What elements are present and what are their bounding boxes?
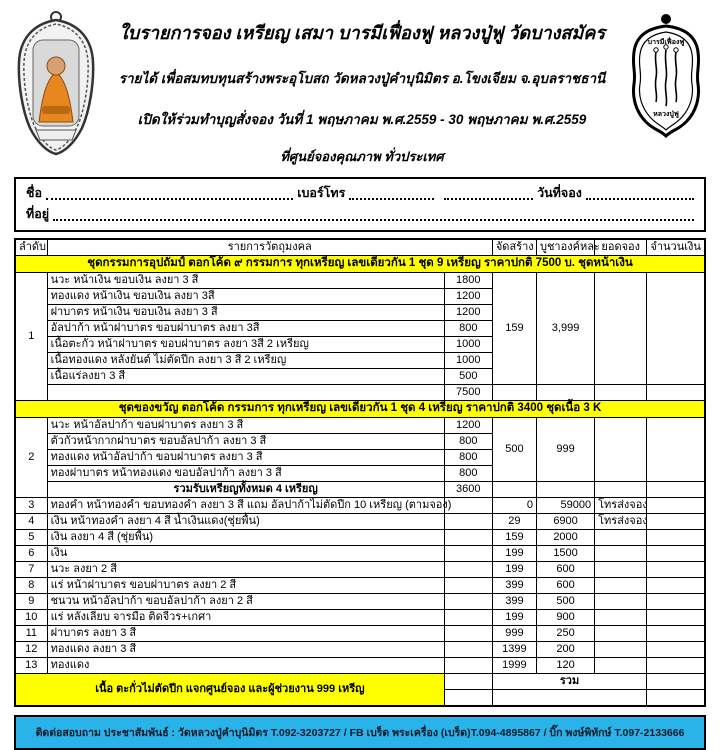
item-desc: ตัวกั่วหน้ากากฝาบาตร ขอบอัลปาก้า ลงยา 3 สี bbox=[47, 434, 444, 450]
phone-field-2 bbox=[444, 197, 533, 200]
seal-bottom-text: หลวงปู่ฟู bbox=[653, 111, 679, 118]
address-label: ที่อยู่ bbox=[26, 207, 50, 221]
table-row bbox=[15, 610, 705, 626]
row-order-note bbox=[595, 562, 647, 578]
col-header-order: ยอดจอง bbox=[595, 239, 647, 256]
address-field bbox=[53, 218, 694, 221]
row-no: 4 bbox=[15, 514, 47, 530]
header-line4: ที่ศูนย์จองคุณภาพ ทั่วประเทศ bbox=[280, 149, 444, 164]
item-desc: ทองคำ หน้าทองคำ ขอบทองคำ ลงยา 3 สี แถม อัลปาก้าไม่ตัดปีก 10 เหรียญ (ตามจอง) bbox=[47, 498, 444, 514]
temple-seal-emblem bbox=[620, 10, 712, 147]
row-price: 120 bbox=[536, 658, 594, 674]
table-row bbox=[15, 658, 705, 674]
col-header-item: รายการวัตถุมงคล bbox=[47, 239, 492, 256]
item-value: 800 bbox=[444, 321, 492, 337]
group2-summary-row bbox=[15, 482, 705, 498]
row-amount bbox=[647, 562, 705, 578]
item-desc: เนื้อตะกั่ว หน้าฝาบาตร ขอบฝาบาตร ลงยา 3สี 2 เหรียญ bbox=[47, 337, 444, 353]
item-desc: แร่ หน้าฝาบาตร ขอบฝาบาตร ลงยา 2 สี bbox=[47, 578, 444, 594]
footer-total-row bbox=[15, 674, 705, 690]
group1-subtotal-row bbox=[15, 385, 705, 401]
row-price: 200 bbox=[536, 642, 594, 658]
table-row bbox=[15, 578, 705, 594]
grand-total-amount bbox=[647, 674, 705, 690]
row-amount bbox=[647, 594, 705, 610]
group2-order bbox=[595, 418, 647, 482]
empty-cell bbox=[444, 658, 492, 674]
item-desc: เงิน หน้าทองคำ ลงยา 4 สี น้ำเงินแดง(ชุ่ยพื้น) bbox=[47, 514, 444, 530]
group1-order bbox=[595, 273, 647, 385]
row-no: 5 bbox=[15, 530, 47, 546]
empty-cell bbox=[492, 482, 536, 498]
row-amount bbox=[647, 626, 705, 642]
table-row bbox=[15, 418, 705, 434]
empty-cell bbox=[444, 594, 492, 610]
table-row bbox=[15, 562, 705, 578]
item-desc: ทองแดง ลงยา 3 สี bbox=[47, 642, 444, 658]
group2-no: 2 bbox=[15, 418, 47, 498]
col-header-no: ลำดับ bbox=[15, 239, 47, 256]
section1-banner bbox=[15, 256, 705, 273]
row-amount bbox=[647, 546, 705, 562]
section2-title: ชุดของขวัญ ตอกโค้ด กรรมการ ทุกเหรียญ เลขเดียวกัน 1 ชุด 4 เหรียญ ราคาปกติ 3400 ชุดเนื้อ 3 K bbox=[15, 401, 705, 418]
item-desc: เงิน ลงยา 4 สี (ชุ่ยพื้น) bbox=[47, 530, 444, 546]
empty-cell bbox=[444, 530, 492, 546]
empty-cell bbox=[536, 482, 594, 498]
row-amount bbox=[647, 514, 705, 530]
table-row bbox=[15, 514, 705, 530]
item-desc: ทองแดง หน้าเงิน ขอบเงิน ลงยา 3สี bbox=[47, 289, 444, 305]
row-price: 2000 bbox=[536, 530, 594, 546]
row-no: 13 bbox=[15, 658, 47, 674]
row-amount bbox=[647, 658, 705, 674]
row-made: 29 bbox=[492, 514, 536, 530]
row-price: 600 bbox=[536, 562, 594, 578]
row-price: 59000 bbox=[536, 498, 594, 514]
item-desc: ชนวน หน้าอัลปาก้า ขอบอัลปาก้า ลงยา 2 สี bbox=[47, 594, 444, 610]
item-desc: นวะ ลงยา 2 สี bbox=[47, 562, 444, 578]
col-header-made: จัดสร้าง bbox=[492, 239, 536, 256]
empty-cell bbox=[444, 626, 492, 642]
group2-summary-label: รวมรับเหรียญทั้งหมด 4 เหรียญ bbox=[47, 482, 444, 498]
item-value: 800 bbox=[444, 434, 492, 450]
item-desc: นวะ หน้าอัลปาก้า ขอบฝาบาตร ลงยา 3 สี bbox=[47, 418, 444, 434]
group1-amount bbox=[647, 273, 705, 385]
row-price: 500 bbox=[536, 594, 594, 610]
row-order-note: โทรส่งจอง bbox=[595, 514, 647, 530]
empty-cell bbox=[595, 385, 647, 401]
row-order-note bbox=[595, 530, 647, 546]
booking-date-field bbox=[586, 197, 694, 200]
document-header bbox=[0, 0, 720, 167]
row-amount bbox=[647, 530, 705, 546]
row-order-note bbox=[595, 578, 647, 594]
temple-seal-icon bbox=[626, 12, 706, 142]
row-made: 399 bbox=[492, 594, 536, 610]
group2-price: 999 bbox=[536, 418, 594, 482]
empty-cell bbox=[536, 385, 594, 401]
row-no: 8 bbox=[15, 578, 47, 594]
table-header-row bbox=[15, 239, 705, 256]
header-line3: เปิดให้ร่วมทำบุญสั่งจอง วันที่ 1 พฤษภาคม พ.ศ.2559 - 30 พฤษภาคม พ.ศ.2559 bbox=[137, 112, 587, 127]
empty-cell bbox=[444, 674, 492, 690]
empty-cell bbox=[47, 385, 444, 401]
empty-cell bbox=[444, 562, 492, 578]
empty-cell bbox=[444, 690, 492, 707]
row-order-note bbox=[595, 546, 647, 562]
row-made: 199 bbox=[492, 546, 536, 562]
table-row bbox=[15, 642, 705, 658]
empty-cell bbox=[444, 514, 492, 530]
item-desc: อัลปาก้า หน้าฝาบาตร ขอบฝาบาตร ลงยา 3สี bbox=[47, 321, 444, 337]
row-made: 159 bbox=[492, 530, 536, 546]
col-header-price: บูชาองค์หละ bbox=[536, 239, 594, 256]
footer-yellow-note: เนื้อ ตะกั่วไม่ตัดปีก แจกศูนย์จอง และผู้ช่วยงาน 999 เหรีญ bbox=[15, 674, 444, 707]
item-desc: ทองฝาบาตร หน้าทองแดง ขอบอัลปาก้า ลงยา 3 สี bbox=[47, 466, 444, 482]
row-no: 6 bbox=[15, 546, 47, 562]
row-no: 9 bbox=[15, 594, 47, 610]
group1-made: 159 bbox=[492, 273, 536, 385]
item-desc: เนื้อทองแดง หลังยันต์ ไม่ตัดปีก ลงยา 3 สี 2 เหรียญ bbox=[47, 353, 444, 369]
table-row bbox=[15, 594, 705, 610]
table-row bbox=[15, 530, 705, 546]
seal-top-text: บารมีเฟื่องฟู bbox=[647, 39, 685, 46]
row-order-note bbox=[595, 642, 647, 658]
monk-amulet-icon bbox=[12, 10, 100, 156]
row-no: 3 bbox=[15, 498, 47, 514]
customer-info-box bbox=[14, 177, 706, 232]
item-value: 1200 bbox=[444, 418, 492, 434]
item-desc: นวะ หน้าเงิน ขอบเงิน ลงยา 3 สี bbox=[47, 273, 444, 289]
row-no: 10 bbox=[15, 610, 47, 626]
group2-amount bbox=[647, 418, 705, 482]
row-no: 12 bbox=[15, 642, 47, 658]
row-no: 7 bbox=[15, 562, 47, 578]
name-label: ชื่อ bbox=[26, 186, 42, 200]
row-price: 900 bbox=[536, 610, 594, 626]
row-order-note bbox=[595, 658, 647, 674]
grand-total-label: รวม bbox=[492, 674, 646, 690]
empty-cell bbox=[492, 385, 536, 401]
monk-amulet-emblem bbox=[8, 10, 104, 161]
row-made: 1999 bbox=[492, 658, 536, 674]
phone-field bbox=[349, 197, 434, 200]
item-value: 500 bbox=[444, 369, 492, 385]
row-order-note bbox=[595, 626, 647, 642]
item-desc: ทองแดง หน้าอัลปาก้า ขอบฝาบาตร ลงยา 3 สี bbox=[47, 450, 444, 466]
empty-cell bbox=[444, 610, 492, 626]
empty-cell bbox=[444, 578, 492, 594]
item-value: 1800 bbox=[444, 273, 492, 289]
item-value: 800 bbox=[444, 466, 492, 482]
group2-made: 500 bbox=[492, 418, 536, 482]
booking-date-label: วันที่จอง bbox=[537, 186, 582, 200]
empty-cell bbox=[444, 642, 492, 658]
header-line2: รายได้ เพื่อสมทบทุนสร้างพระอุโบสถ วัดหลวงปู่คำบุนิมิตร อ.โขงเจียม จ.อุบลราชธานี bbox=[118, 71, 606, 86]
row-amount bbox=[647, 642, 705, 658]
row-order-note bbox=[595, 610, 647, 626]
row-price: 250 bbox=[536, 626, 594, 642]
group1-no: 1 bbox=[15, 273, 47, 401]
table-row bbox=[15, 546, 705, 562]
row-price: 600 bbox=[536, 578, 594, 594]
row-made: 399 bbox=[492, 578, 536, 594]
empty-cell bbox=[492, 690, 646, 707]
item-value: 800 bbox=[444, 450, 492, 466]
row-order-note: โทรส่งจอง bbox=[595, 498, 647, 514]
item-desc: เงิน bbox=[47, 546, 444, 562]
item-value: 1000 bbox=[444, 337, 492, 353]
group1-price: 3,999 bbox=[536, 273, 594, 385]
order-table bbox=[14, 238, 706, 707]
row-made: 1399 bbox=[492, 642, 536, 658]
item-desc: ฝาบาตร หน้าเงิน ขอบเงิน ลงยา 3 สี bbox=[47, 305, 444, 321]
name-field bbox=[46, 197, 293, 200]
empty-cell bbox=[647, 690, 705, 707]
phone-label: เบอร์โทร bbox=[297, 186, 346, 200]
row-made: 199 bbox=[492, 610, 536, 626]
row-amount bbox=[647, 498, 705, 514]
row-no: 11 bbox=[15, 626, 47, 642]
row-made: 0 bbox=[492, 498, 536, 514]
row-made: 199 bbox=[492, 562, 536, 578]
item-desc: เนื้อแร่ลงยา 3 สี bbox=[47, 369, 444, 385]
group2-subtotal: 3600 bbox=[444, 482, 492, 498]
name-phone-date-line bbox=[24, 182, 696, 203]
item-desc: ฝาบาตร ลงยา 3 สี bbox=[47, 626, 444, 642]
row-amount bbox=[647, 578, 705, 594]
section2-banner bbox=[15, 401, 705, 418]
page-title: ใบรายการจอง เหรียญ เสมา บารมีเฟื่องฟู หลวงปู่ฟู วัดบางสมัคร bbox=[119, 23, 605, 43]
empty-cell bbox=[444, 546, 492, 562]
row-order-note bbox=[595, 594, 647, 610]
item-value: 1000 bbox=[444, 353, 492, 369]
col-header-amount: จำนวนเงิน bbox=[647, 239, 705, 256]
group1-subtotal: 7500 bbox=[444, 385, 492, 401]
empty-cell bbox=[647, 385, 705, 401]
row-price: 6900 bbox=[536, 514, 594, 530]
row-price: 1500 bbox=[536, 546, 594, 562]
address-line bbox=[24, 203, 696, 224]
empty-cell bbox=[647, 482, 705, 498]
empty-cell bbox=[595, 482, 647, 498]
item-value: 1200 bbox=[444, 289, 492, 305]
table-row bbox=[15, 273, 705, 289]
header-titles bbox=[104, 10, 620, 167]
table-row bbox=[15, 498, 705, 514]
item-desc: ทองแดง bbox=[47, 658, 444, 674]
section1-title: ชุดกรรมการอุปถัมป์ ตอกโค้ด ๙ กรรมการ ทุกเหรียญ เลขเดียวกัน 1 ชุด 9 เหรียญ ราคาปกติ 7500 บ. ชุดหน้าเงิน bbox=[15, 256, 705, 273]
item-value: 1200 bbox=[444, 305, 492, 321]
contact-info-bar: ติดต่อสอบถาม ประชาสัมพันธ์ : วัดหลวงปู่คำบุนิมิตร T.092-3203727 / FB เบร็ด พระเครื่อง (เบร็ด)T.094-4895867 / บิ๊ก พงษ์พิทักษ์ T.097-2133666 bbox=[14, 715, 706, 750]
table-row bbox=[15, 626, 705, 642]
empty-cell bbox=[444, 498, 492, 514]
item-desc: แร่ หลังเลียบ จารมือ ติดจีวร+เกศา bbox=[47, 610, 444, 626]
row-made: 999 bbox=[492, 626, 536, 642]
row-amount bbox=[647, 610, 705, 626]
